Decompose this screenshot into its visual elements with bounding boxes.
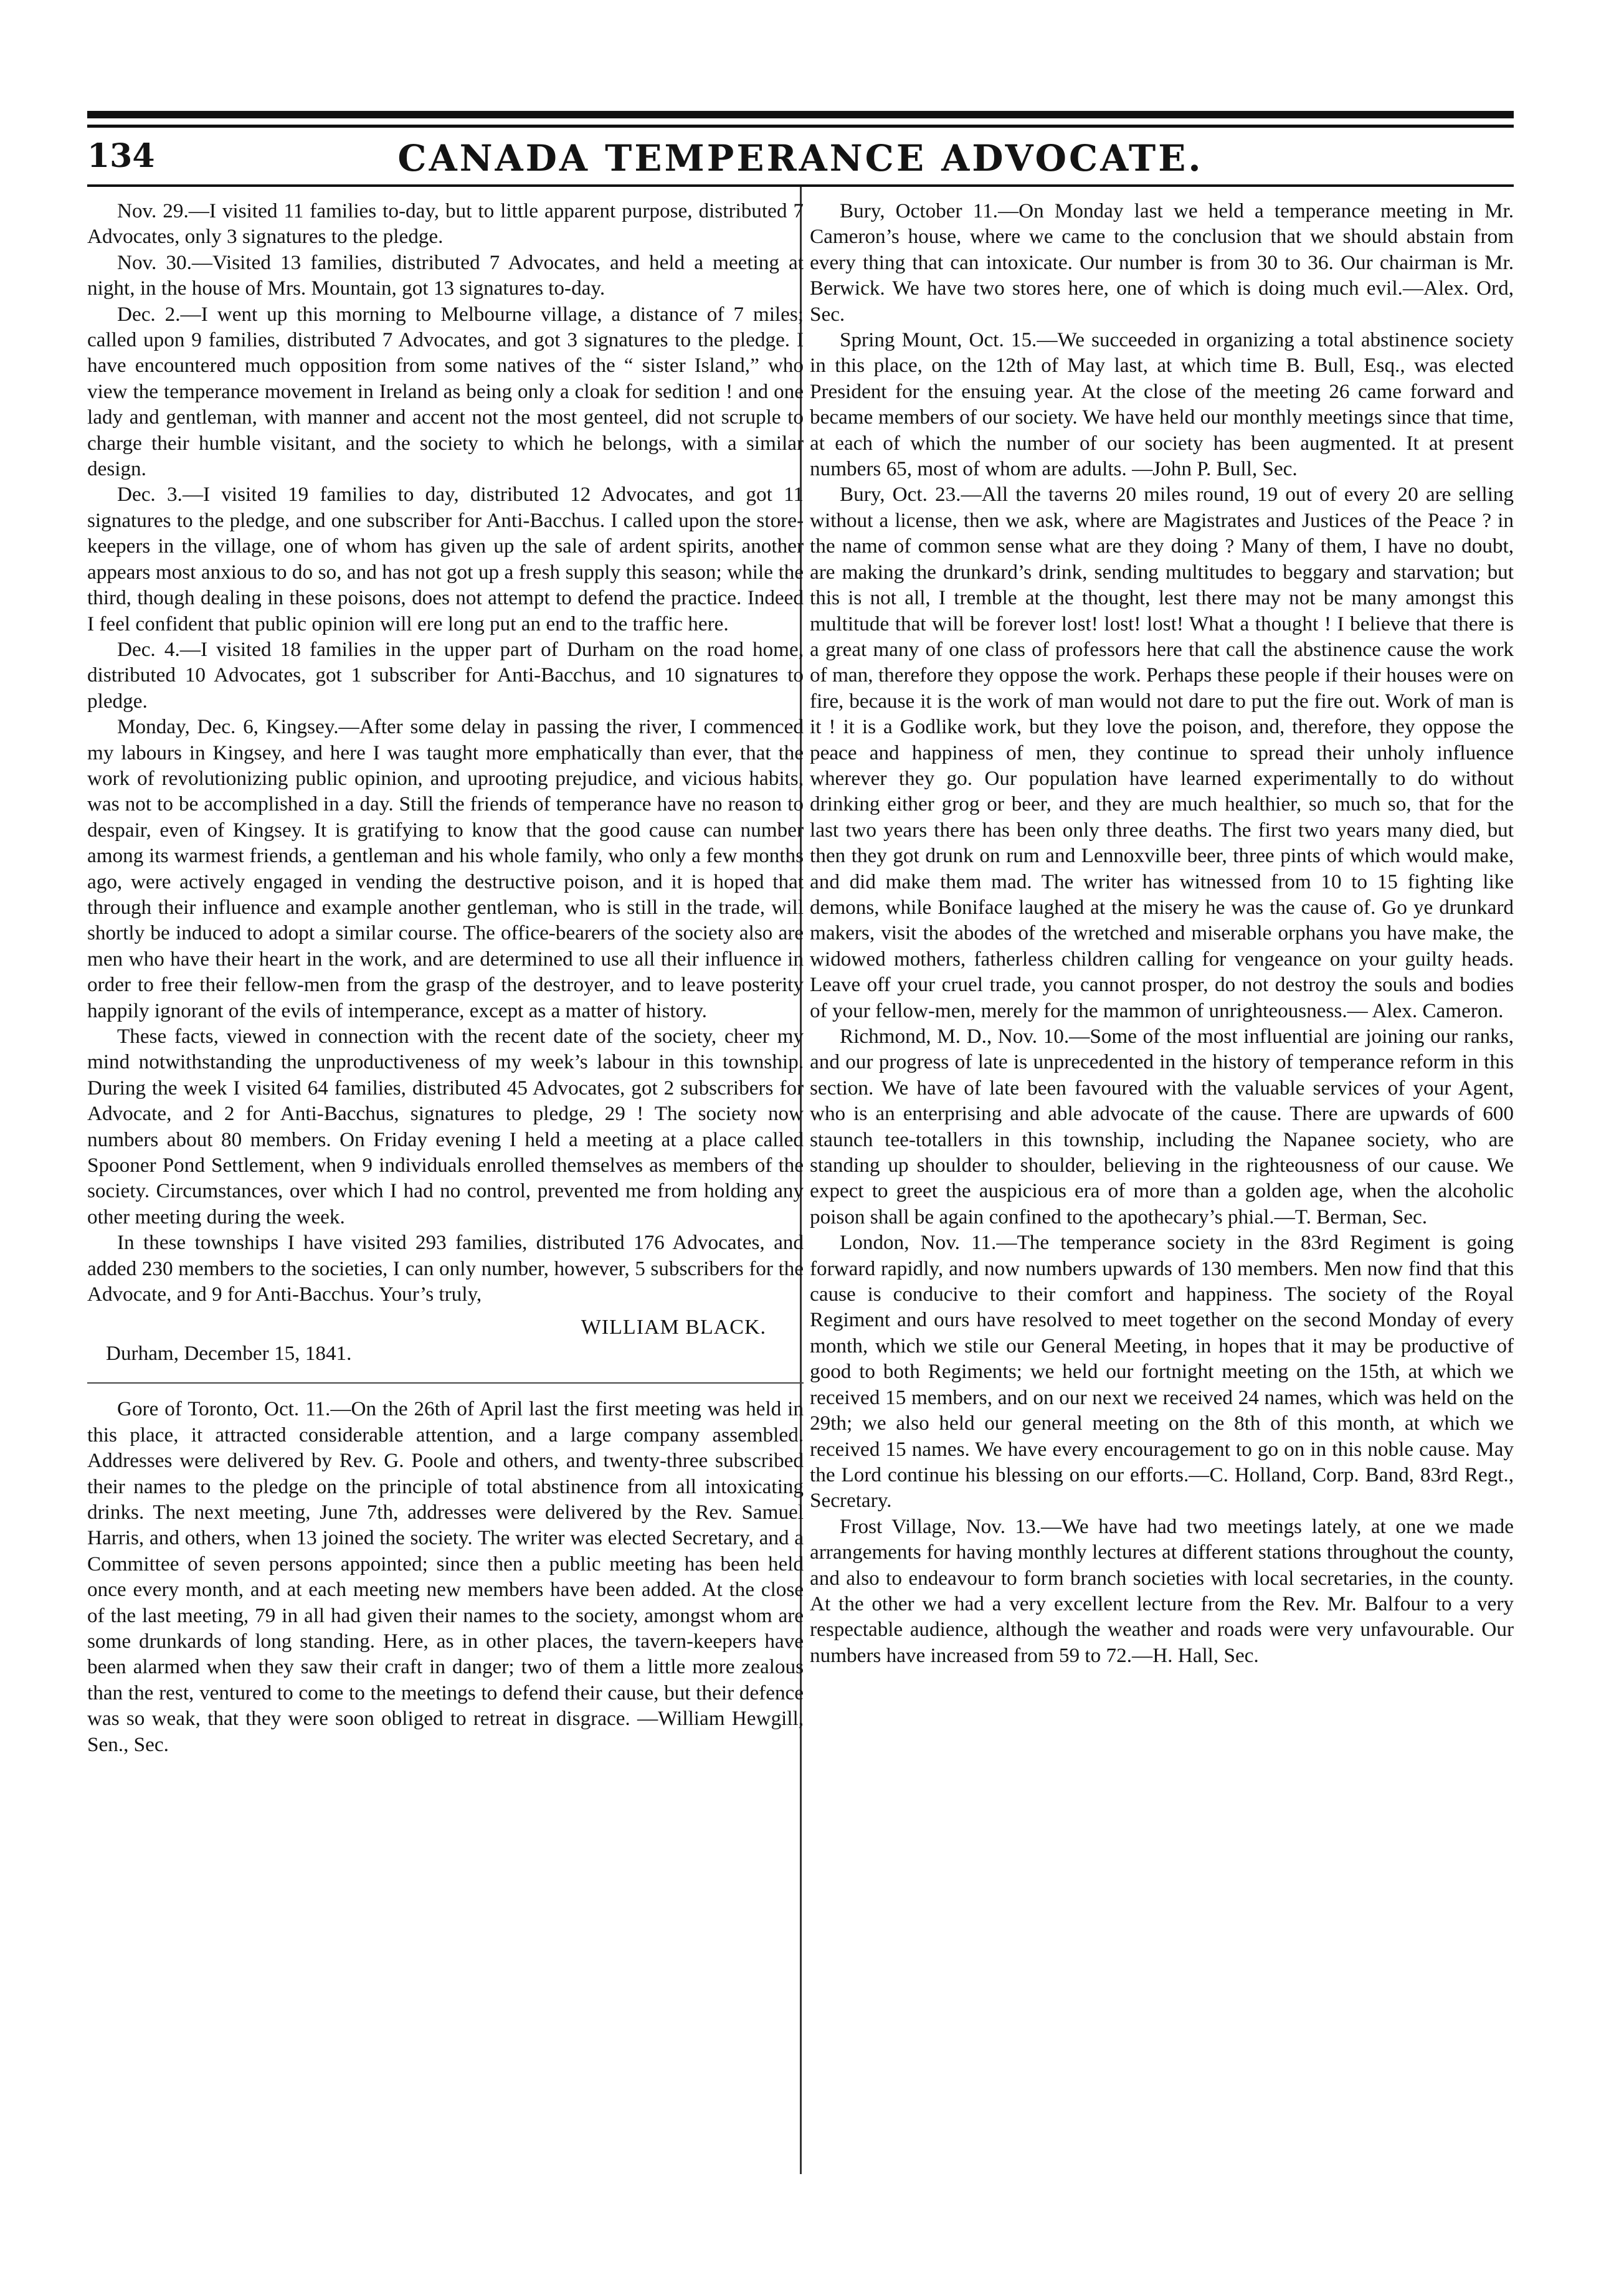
- paragraph-these-facts: These facts, viewed in connection with the recent date of the society, cheer my mind notwithstanding the unproductiveness of my week’s labour in this township. During the week I visited 64 families, distributed 45 Advocates, got 2 subscribers for Advocate, and 2 for Anti-Bacchus, signatures to pledge, 29 ! The society now numbers about 80 members. On Friday evening I held a meeting at a place called Spooner Pond Settlement, when 9 individuals enrolled themselves as members of the society. Circumstances, over which I had no control, prevented me from holding any other meeting during the week.: [87, 1025, 804, 1228]
- right-column: [810, 198, 1514, 1668]
- signature: WILLIAM BLACK.: [581, 1316, 766, 1339]
- paragraph-summary: In these townships I have visited 293 families, distributed 176 Advocates, and added 230 members to the societies, I can only number, however, 5 subscribers for the Advocate, and 9 for Anti-Bacchus. Your’s truly,: [87, 1231, 804, 1306]
- paragraph-london: London, Nov. 11.—The temperance society in the 83rd Regiment is going forward rapidly, and now numbers upwards of 130 members. Men now find that this cause is conducive to their comfort and happiness. The society of the Royal Regiment and ours have resolved to meet together on the second Monday of every month, which we stile our General Meeting, in hopes that it may be productive of good to both Regiments; we held our fortnight meeting on the 15th, at which we received 15 members, and on our next we received 24 names, which was held on the 29th; we also held our general meeting on the 8th of this month, at which we received 15 names. We have every encouragement to go on in this noble cause. May the Lord continue his blessing on our efforts.—C. Holland, Corp. Band, 83rd Regt., Secretary.: [810, 1231, 1514, 1513]
- paragraph-bury-oct-23: Bury, Oct. 23.—All the taverns 20 miles round, 19 out of every 20 are selling without a license, then we ask, where are Magistrates and Justices of the Peace ? in the name of common sense what are they doing ? Many of them, I have no doubt, are making the drunkard’s drink, sending multitudes to beggary and starvation; but this is not all, I tremble at the thought, lest there may not be many amongst this multitude that will be forever lost! lost! lost! What a thought ! I believe that there is a great many of one class of professors here that call the abstinence cause the work of man, therefore they oppose the work. Perhaps these people if their houses were on fire, because it is the work of man would not dare to put the fire out. Work of man is it ! it is a Godlike work, but they love the poison, and, therefore, they oppose the peace and happiness of men, they continue to spread their unholy influence wherever they go. Our population have learned experimentally to do without drinking either grog or beer, and they are much healthier, so much so, that for the last two years there has been only three deaths. The first two years many died, but then they got drunk on rum and Lennoxville beer, three pints of which would make, and did make them mad. The writer has witnessed from 10 to 15 fighting like demons, while Boniface laughed at the misery he was the cause of. Go ye drunkard makers, visit the abodes of the wretched and miserable orphans you have make, the widowed mothers, fatherless children calling for vengeance on your guilty heads. Leave off your cruel trade, you cannot prosper, do not destroy the souls and bodies of your fellow-men, merely for the mammon of unrighteousness.— Alex. Cameron.: [810, 483, 1514, 1022]
- paragraph-dec-3: Dec. 3.—I visited 19 families to day, distributed 12 Advocates, and got 11 signatures to the pledge, and one subscriber for Anti-Bacchus. I called upon the store-keepers in the village, one of whom has given up the sale of ardent spirits, another appears most anxious to do so, and has not got up a fresh supply this season; while the third, though dealing in these poisons, does not attempt to defend the practice. Indeed I feel confident that public opinion will ere long put an end to the traffic here.: [87, 483, 804, 635]
- page-number: 134: [87, 137, 155, 175]
- paragraph-dec-2: Dec. 2.—I went up this morning to Melbourne village, a distance of 7 miles; called upon 9 families, distributed 7 Advocates, and got 3 signatures to the pledge. I have encountered much opposition from some natives of the “ sister Island,” who view the temperance movement in Ireland as being only a cloak for sedition ! and one lady and gentleman, with manner and accent not the most genteel, did not scruple to charge their humble visitant, and the society to which he belongs, with a similar design.: [87, 302, 804, 481]
- paragraph-bury-oct-11: Bury, October 11.—On Monday last we held a temperance meeting in Mr. Cameron’s house, where we came to the conclusion that we should abstain from every thing that can intoxicate. Our number is from 30 to 36. Our chairman is Mr. Berwick. We have two stores here, one of which is doing much evil.—Alex. Ord, Sec.: [810, 199, 1514, 326]
- page-header: [87, 131, 1514, 181]
- dateline: Durham, December 15, 1841.: [106, 1341, 352, 1365]
- paragraph-nov-30: Nov. 30.—Visited 13 families, distributed 7 Advocates, and held a meeting at night, in the house of Mrs. Mountain, got 13 signatures to-day.: [87, 250, 804, 300]
- left-column: [87, 198, 804, 1757]
- paragraph-dec-6-kingsey: Monday, Dec. 6, Kingsey.—After some delay in passing the river, I commenced my labours in Kingsey, and here I was taught more emphatically than ever, that the work of revolutionizing public opinion, and uprooting prejudice, and vicious habits, was not to be accomplished in a day. Still the friends of temperance have no reason to despair, even of Kingsey. It is gratifying to know that the good cause can number among its warmest friends, a gentleman and his whole family, who only a few months ago, were actively engaged in vending the destructive poison, and it is hoped that through their influence and example another gentleman, who is still in the trade, will shortly be induced to adopt a similar course. The office-bearers of the society also are men who have their heart in the work, and are determined to use all their influence in order to free their fellow-men from the grasp of the destroyer, and to leave posterity happily ignorant of the evils of intemperance, except as a matter of history.: [87, 715, 804, 1022]
- paragraph-dec-4: Dec. 4.—I visited 18 families in the upper part of Durham on the road home, distributed 10 Advocates, got 1 subscriber for Anti-Bacchus, and 10 signatures to pledge.: [87, 637, 804, 713]
- paragraph-gore-of-toronto: Gore of Toronto, Oct. 11.—On the 26th of April last the first meeting was held in this place, it attracted considerable attention, and a large company assembled. Addresses were delivered by Rev. G. Poole and others, and twenty-three subscribed their names to the pledge on the principle of total abstinence from all intoxicating drinks. The next meeting, June 7th, addresses were delivered by the Rev. Samuel Harris, and others, when 13 joined the society. The writer was elected Secretary, and a Committee of seven persons appointed; since then a public meeting has been held once every month, and at each meeting new members have been added. At the close of the last meeting, 79 in all had given their names to the society, amongst whom are some drunkards of long standing. Here, as in other places, the tavern-keepers have been alarmed when they saw their craft in danger; two of them a little more zealous than the rest, ventured to come to the meetings to defend their cause, but their defence was so weak, that they were soon obliged to retreat in disgrace. —William Hewgill, Sen., Sec.: [87, 1397, 804, 1756]
- top-rule-heavy: [87, 111, 1514, 118]
- section-separator: [87, 1382, 804, 1384]
- paragraph-frost-village: Frost Village, Nov. 13.—We have had two meetings lately, at one we made arrangements for having monthly lectures at different stations throughout the county, and also to endeavour to form branch societies with local secretaries, in the county. At the other we had a very excellent lecture from the Rev. Mr. Balfour to a very respectable audience, although the weather and roads were very unfavourable. Our numbers have increased from 59 to 72.—H. Hall, Sec.: [810, 1514, 1514, 1667]
- paragraph-spring-mount: Spring Mount, Oct. 15.—We succeeded in organizing a total abstinence society in this place, on the 12th of May last, at which time B. Bull, Esq., was elected President for the ensuing year. At the close of the meeting 26 came forward and became members of our society. We have held our monthly meetings since that time, at each of which the number of our society has been augmented. It at present numbers 65, most of whom are adults. —John P. Bull, Sec.: [810, 328, 1514, 481]
- running-title: CANADA TEMPERANCE ADVOCATE.: [397, 137, 1204, 179]
- top-rule-thin: [87, 125, 1514, 128]
- paragraph-nov-29: Nov. 29.—I visited 11 families to-day, but to little apparent purpose, distributed 7 Advocates, only 3 signatures to the pledge.: [87, 199, 804, 249]
- paragraph-richmond: Richmond, M. D., Nov. 10.—Some of the most influential are joining our ranks, and our progress of late is unprecedented in the history of temperance reform in this section. We have of late been favoured with the valuable services of your Agent, who is an enterprising and able advocate of the cause. There are upwards of 600 staunch tee-totallers in this township, including the Napanee society, who are standing up shoulder to shoulder, believing in the righteousness of our cause. We expect to greet the auspicious era of more than a golden age, when the alcoholic poison shall be again confined to the apothecary’s phial.—T. Berman, Sec.: [810, 1025, 1514, 1228]
